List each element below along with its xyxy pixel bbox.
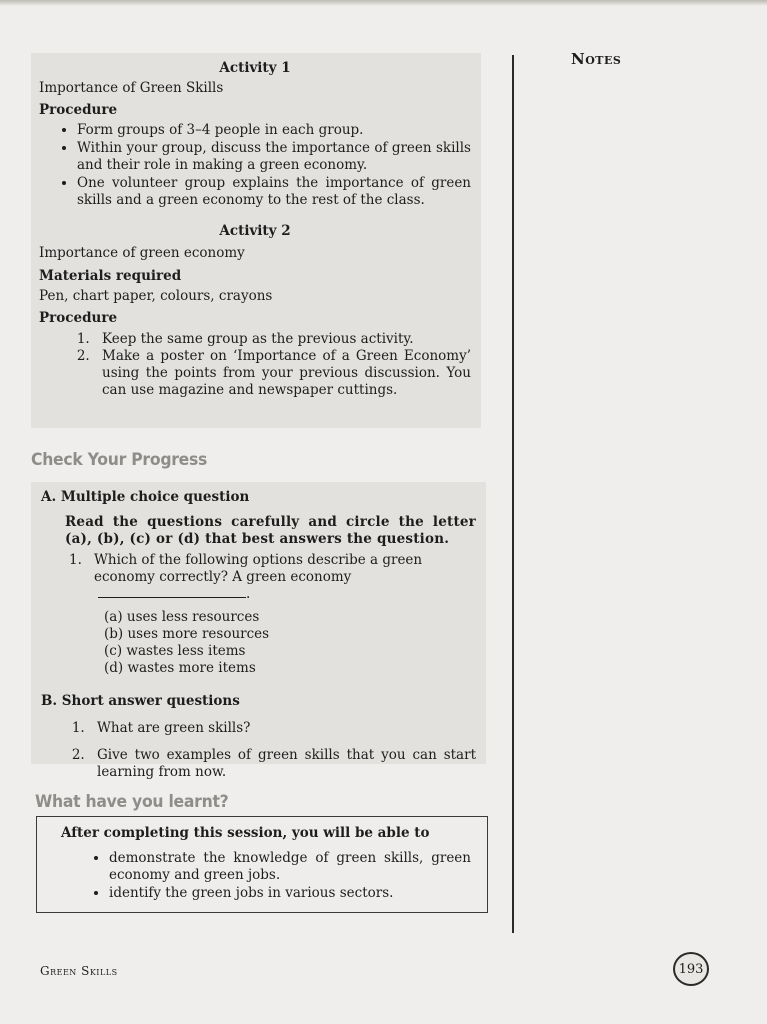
learnt-bullets <box>61 850 471 902</box>
list-item: 1. What are green skills? <box>89 720 476 737</box>
page-top-edge <box>0 0 767 6</box>
learnt-lead: After completing this session, you will be able to <box>61 825 430 841</box>
mcq-instruction: Read the questions carefully and circle the letter (a), (b), (c) or (d) that best answers the question. <box>65 514 476 547</box>
footer-label: Green Skills <box>40 964 118 978</box>
activity1-procedure-heading: Procedure <box>39 102 118 118</box>
learning-outcomes-box <box>36 816 488 913</box>
list-item: • Form groups of 3–4 people in each group. <box>77 122 471 139</box>
check-progress-box <box>31 482 486 780</box>
materials-heading: Materials required <box>39 268 182 284</box>
list-item: • identify the green jobs in various sectors. <box>109 885 471 902</box>
notes-heading: Notes <box>571 50 622 68</box>
activity2-procedure-heading: Procedure <box>39 310 118 326</box>
option-d: (d) wastes more items <box>104 660 256 676</box>
question-number: 1. <box>69 552 82 568</box>
activity1-title: Activity 1 <box>219 60 291 76</box>
column-divider <box>512 55 514 933</box>
activity1-bullets <box>39 122 471 209</box>
mcq-heading: A. Multiple choice question <box>41 489 250 505</box>
check-progress-title: Check Your Progress <box>31 450 208 470</box>
activity-box <box>31 53 481 428</box>
list-item: 2. Make a poster on ‘Importance of a Green Economy’ using the points from your previous discussion. You can use magazine and newspaper cuttings. <box>94 348 471 399</box>
answer-blank <box>98 597 246 598</box>
mcq-options <box>41 609 476 677</box>
activity2-subtitle: Importance of green economy <box>39 245 245 261</box>
materials-text: Pen, chart paper, colours, crayons <box>39 288 273 304</box>
activity2-title: Activity 2 <box>219 223 291 239</box>
option-a: (a) uses less resources <box>104 609 260 625</box>
question-1 <box>69 552 476 603</box>
page-number: 193 <box>673 952 709 986</box>
activity1-subtitle: Importance of Green Skills <box>39 80 224 96</box>
list-item: • Within your group, discuss the importance of green skills and their role in making a green economy. <box>77 140 471 174</box>
list-item: 1. Keep the same group as the previous activity. <box>94 331 471 348</box>
activity2-steps <box>39 331 471 399</box>
list-item: • demonstrate the knowledge of green skills, green economy and green jobs. <box>109 850 471 884</box>
learnt-title: What have you learnt? <box>35 792 229 812</box>
list-item: 2. Give two examples of green skills that you can start learning from now. <box>89 747 476 781</box>
option-c: (c) wastes less items <box>104 643 246 659</box>
list-item: • One volunteer group explains the importance of green skills and a green economy to the rest of the class. <box>77 175 471 209</box>
question-text: Which of the following options describe a green economy correctly? A green economy. <box>94 552 423 602</box>
short-answer-heading: B. Short answer questions <box>41 693 240 709</box>
option-b: (b) uses more resources <box>104 626 270 642</box>
short-answer-questions <box>41 720 476 781</box>
